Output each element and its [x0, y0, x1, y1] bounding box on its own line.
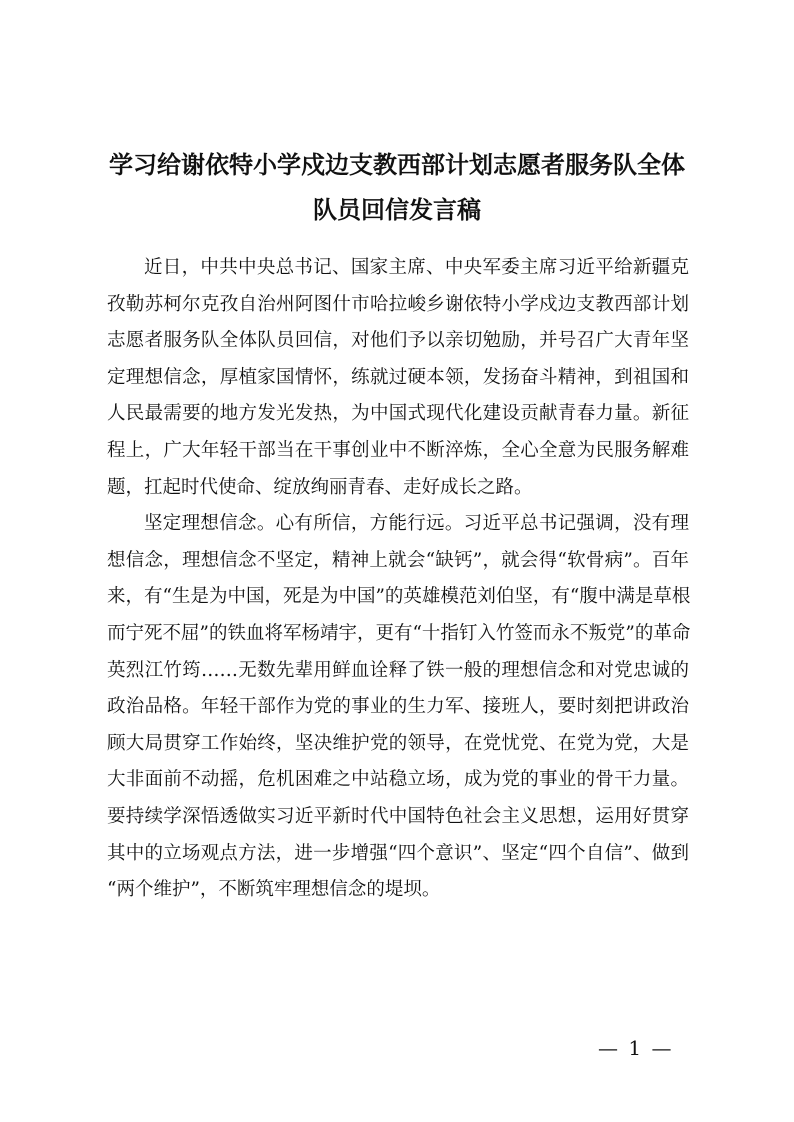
document-title-line-2: 队员回信发言稿	[313, 196, 481, 224]
paragraph-line: 志愿者服务队全体队员回信，对他们予以亲切勉励，并号召广大青年坚	[107, 330, 689, 352]
page-number: — 1 —	[598, 1036, 674, 1060]
paragraph-line: 来，有“生是为中国，死是为中国”的英雄模范刘伯坚，有“腹中满是草根	[107, 586, 691, 608]
paragraph-line: 近日，中共中央总书记、国家主席、中央军委主席习近平给新疆克	[144, 257, 689, 278]
paragraph-line: 大非面前不动摇，危机困难之中站稳立场，成为党的事业的骨干力量。	[107, 769, 689, 791]
paragraph-line: 想信念，理想信念不坚定，精神上就会“缺钙”，就会得“软骨病”。百年	[107, 549, 689, 571]
paragraph	[107, 250, 689, 506]
paragraph-line: 政治品格。年轻干部作为党的事业的生力军、接班人，要时刻把讲政治	[107, 696, 689, 718]
paragraph-line: 英烈江竹筠……无数先辈用鲜血诠释了铁一般的理想信念和对党忠诚的	[107, 659, 689, 681]
document-body	[107, 250, 689, 909]
paragraph-line: 程上，广大年轻干部当在干事创业中不断淬炼，全心全意为民服务解难	[107, 439, 689, 461]
paragraph-line: 人民最需要的地方发光发热，为中国式现代化建设贡献青春力量。新征	[107, 403, 689, 425]
paragraph-line: “两个维护”，不断筑牢理想信念的堤坝。	[107, 879, 441, 901]
paragraph-line: 孜勒苏柯尔克孜自治州阿图什市哈拉峻乡谢依特小学戍边支教西部计划	[107, 293, 689, 315]
paragraph-line: 要持续学深悟透做实习近平新时代中国特色社会主义思想，运用好贯穿	[107, 805, 689, 827]
paragraph-line: 其中的立场观点方法，进一步增强“四个意识”、坚定“四个自信”、做到	[107, 842, 689, 864]
paragraph-line: 顾大局贯穿工作始终，坚决维护党的领导，在党忧党、在党为党，大是	[107, 732, 689, 754]
paragraph-line: 定理想信念，厚植家国情怀，练就过硬本领，发扬奋斗精神，到祖国和	[107, 366, 689, 388]
paragraph-line: 题，扛起时代使命、绽放绚丽青春、走好成长之路。	[107, 476, 533, 498]
document-title-line-1: 学习给谢依特小学戍边支教西部计划志愿者服务队全体	[109, 151, 685, 179]
paragraph-line: 而宁死不屈”的铁血将军杨靖宇，更有“十指钉入竹签而永不叛党”的革命	[107, 622, 691, 644]
paragraph-line: 坚定理想信念。心有所信，方能行远。习近平总书记强调，没有理	[144, 513, 689, 535]
paragraph	[107, 506, 689, 909]
